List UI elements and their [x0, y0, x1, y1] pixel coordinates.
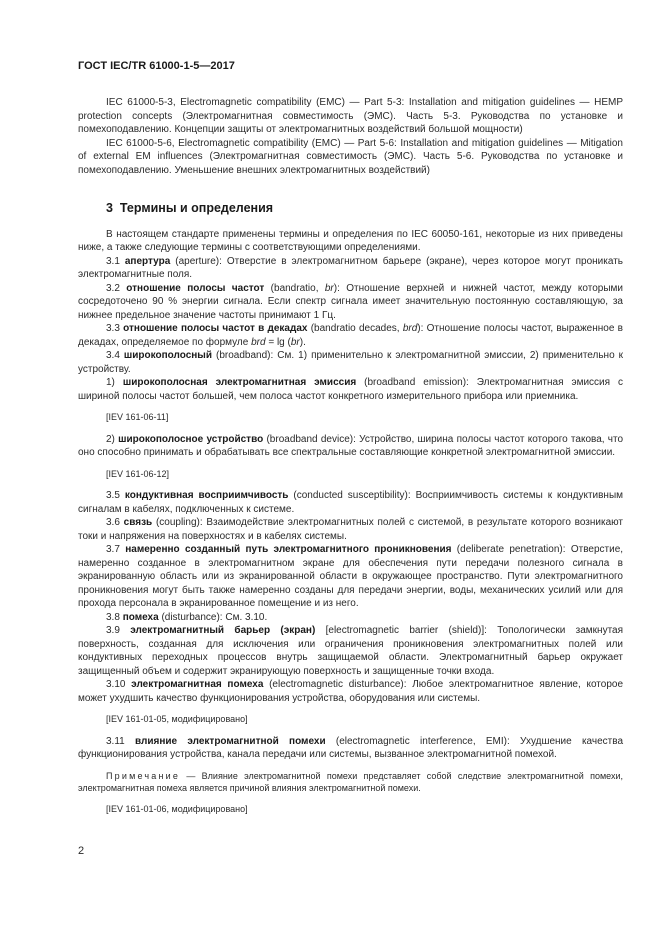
intro-paragraph: В настоящем стандарте применены термины и определения по IEC 60050-161, некоторые из них приведены ниже, а также следующие термины с соответствующими определениями.: [78, 228, 623, 253]
term-3-6: 3.6 связь (coupling): Взаимодействие электромагнитных полей с системой, в результате которого возникают токи и напряжения на поверхностях и в кабелях системы.: [78, 517, 623, 542]
term-3-1: 3.1 апертура (aperture): Отверстие в электромагнитном барьере (экране), через которое могут проникать электромагнитные поля.: [78, 255, 623, 280]
term-name: широкополосное устройство: [118, 433, 264, 445]
section-number: 3: [106, 201, 113, 215]
term-name: широкополосная электромагнитная эмиссия: [122, 377, 357, 388]
term-3-9: 3.9 электромагнитный барьер (экран) [electromagnetic barrier (shield)]: Топологически замкнутая поверхность, созданная для исключения или ограничения проникновения электромагнитных полей или кондуктивных переходных процессов внутрь защищаемой области. Электромагнитный барьер окружает защищенный объем и содержит экранирующую поверхность и защищенные точки входа.: [78, 625, 624, 677]
term-name: электромагнитная помеха: [131, 679, 264, 690]
page-number: 2: [78, 845, 85, 857]
iev-reference: [IEV 161-01-05, модифицировано]: [106, 714, 248, 724]
term-3-4-1: 1) широкополосная электромагнитная эмиссия (broadband emission): Электромагнитная эмиссия с шириной полосы частот большей, чем полоса частот конкретного измерительного прибора или приемника.: [78, 377, 623, 402]
iev-reference: [IEV 161-01-06, модифицировано]: [106, 803, 248, 814]
term-name: помеха: [122, 611, 159, 623]
term-name: апертура: [124, 255, 171, 267]
term-name: связь: [123, 517, 153, 528]
term-3-3: 3.3 отношение полосы частот в декадах (bandratio decades, brd): Отношение полосы частот, выраженное в декадах, определяемое по формуле brd = lg (br).: [78, 323, 623, 348]
section-title: Термины и определения: [119, 201, 274, 215]
term-name: отношение полосы частот в декадах: [123, 323, 308, 334]
term-name: намеренно созданный путь электромагнитного проникновения: [125, 544, 452, 555]
page-body: [78, 96, 623, 824]
term-3-4: 3.4 широкополосный (broadband): См. 1) применительно к электромагнитной эмиссии, 2) применительно к устройству.: [78, 350, 624, 375]
term-name: кондуктивная восприимчивость: [124, 490, 289, 501]
term-name: широкополосный: [123, 350, 212, 361]
term-3-11: 3.11 влияние электромагнитной помехи (electromagnetic interference, EMI): Ухудшение качества функционирования устройства, канала передачи или системы, вызванное электромагнитной помехой.: [78, 735, 624, 760]
iev-reference: [IEV 161-06-12]: [106, 468, 170, 479]
term-name: отношение полосы частот: [126, 282, 265, 294]
term-3-10: 3.10 электромагнитная помеха (electromagnetic disturbance): Любое электромагнитное явление, которое может ухудшить качество функционирования устройства, оборудования или системы.: [78, 679, 624, 704]
term-3-7: 3.7 намеренно созданный путь электромагнитного проникновения (deliberate penetration): Отверстие, намеренно созданное в электромагнитном экране для обеспечения пути передачи полезного сигнала в экранированную область или из экранированной области в окружающее пространство. Пути электромагнитного проникновения могут быть также намеренно созданы для передачи энергии, воды, механических усилий или для прохода персонала в экранированное помещение и из него.: [78, 544, 624, 609]
note: [78, 770, 623, 795]
section-heading: [78, 202, 623, 216]
term-3-5: 3.5 кондуктивная восприимчивость (conducted susceptibility): Восприимчивость системы к кондуктивным сигналам в кабелях, подключенных к системе.: [78, 490, 624, 515]
document-header: ГОСТ IEC/TR 61000-1-5—2017: [78, 60, 235, 72]
term-3-2: 3.2 отношение полосы частот (bandratio, br): Отношение верхней и нижней частот, между которыми сосредоточено 90 % энергии сигнала. Если спектр сигнала имеет значительную постоянную составляющую, за нижнее предельное значение частоты принимают 1 Гц.: [78, 282, 623, 321]
iev-reference: [IEV 161-06-11]: [106, 412, 169, 422]
reference-iec-61000-5-3: IEC 61000-5-3, Electromagnetic compatibility (EMC) — Part 5-3: Installation and mitigation guidelines — HEMP protection concepts (Электромагнитная совместимость (ЭМС). Часть 5-3. Руководства по установке и помехоподавлению. Концепции защиты от электромагнитных воздействий большой мощности): [78, 97, 623, 135]
note-text: — Влияние электромагнитной помехи представляет собой следствие электромагнитной помехи, электромагнитная помеха является причиной влияния электромагнитной помехи.: [78, 770, 623, 793]
note-label: Примечание: [106, 770, 181, 781]
term-name: электромагнитный барьер (экран): [130, 625, 316, 636]
reference-iec-61000-5-6: IEC 61000-5-6, Electromagnetic compatibility (EMC) — Part 5-6: Installation and mitigation guidelines — Mitigation of external EM influences (Электромагнитная совместимость (ЭМС). Часть 5-6. Руководства по установке и помехоподавлению. Уменьшение внешних электромагнитных воздействий): [78, 137, 623, 176]
term-3-4-2: 2) широкополосное устройство (broadband device): Устройство, ширина полосы частот которого такова, что оно способно принимать и обрабатывать все спектральные составляющие конкретной электромагнитной эмиссии.: [78, 433, 624, 458]
term-3-8: 3.8 помеха (disturbance): См. 3.10.: [106, 611, 268, 623]
term-name: влияние электромагнитной помехи: [135, 735, 326, 747]
